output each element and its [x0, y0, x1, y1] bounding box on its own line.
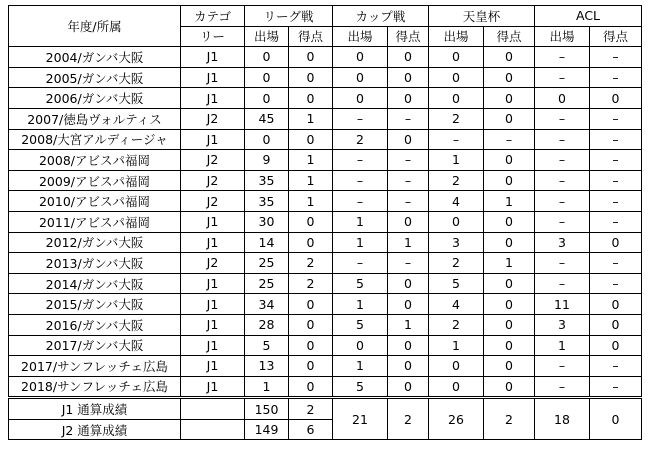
total-label-j2: J2 通算成績 — [9, 419, 181, 440]
header-league: リーグ戦 — [245, 6, 333, 27]
total-cup-apps: 21 — [333, 398, 388, 440]
acl-goals-cell: 0 — [590, 335, 642, 356]
team-cell: 2007/徳島ヴォルティス — [9, 108, 181, 129]
cup-goals-cell: 0 — [388, 273, 429, 294]
cup-goals-cell: – — [388, 108, 429, 129]
team-cell: 2017/ガンバ大阪 — [9, 335, 181, 356]
table-row — [9, 294, 642, 315]
acl-goals-cell: 0 — [590, 88, 642, 109]
cup-goals-cell: – — [388, 191, 429, 212]
league-apps-cell: 1 — [245, 376, 289, 398]
league-goals-cell: 0 — [289, 232, 333, 253]
header-cup: カップ戦 — [333, 6, 429, 27]
emperor-apps-cell: – — [429, 129, 484, 150]
cup-apps-cell: – — [333, 108, 388, 129]
acl-apps-cell: – — [535, 356, 590, 377]
emperor-goals-cell: 0 — [484, 314, 535, 335]
emperor-goals-cell: 0 — [484, 47, 535, 68]
team-cell: 2012/ガンバ大阪 — [9, 232, 181, 253]
total-acl-apps: 18 — [535, 398, 590, 440]
header-category-top: カテゴ — [181, 6, 245, 27]
table-header — [9, 6, 642, 47]
header-season-team: 年度/所属 — [9, 6, 181, 47]
header-cup-goals: 得点 — [388, 26, 429, 47]
total-category-empty — [181, 419, 245, 440]
table-row — [9, 356, 642, 377]
cup-apps-cell: 0 — [333, 67, 388, 88]
emperor-goals-cell: – — [484, 129, 535, 150]
league-apps-cell: 9 — [245, 150, 289, 171]
emperor-goals-cell: 0 — [484, 232, 535, 253]
total-label-j1: J1 通算成績 — [9, 398, 181, 420]
team-cell: 2006/ガンバ大阪 — [9, 88, 181, 109]
cup-apps-cell: 2 — [333, 129, 388, 150]
league-goals-cell: 1 — [289, 191, 333, 212]
acl-apps-cell: – — [535, 376, 590, 398]
category-cell: J2 — [181, 170, 245, 191]
cup-apps-cell: 0 — [333, 88, 388, 109]
category-cell: J1 — [181, 88, 245, 109]
table-row — [9, 47, 642, 68]
category-cell: J1 — [181, 211, 245, 232]
emperor-apps-cell: 0 — [429, 356, 484, 377]
emperor-apps-cell: 1 — [429, 150, 484, 171]
emperor-goals-cell: 0 — [484, 376, 535, 398]
total-j2-league-goals: 6 — [289, 419, 333, 440]
category-cell: J2 — [181, 150, 245, 171]
cup-apps-cell: 5 — [333, 273, 388, 294]
cup-goals-cell: – — [388, 253, 429, 274]
league-apps-cell: 28 — [245, 314, 289, 335]
league-goals-cell: 0 — [289, 314, 333, 335]
emperor-apps-cell: 0 — [429, 211, 484, 232]
cup-apps-cell: 5 — [333, 314, 388, 335]
header-emperor-goals: 得点 — [484, 26, 535, 47]
table-row — [9, 314, 642, 335]
total-j1-league-apps: 150 — [245, 398, 289, 420]
emperor-apps-cell: 2 — [429, 314, 484, 335]
table-row — [9, 88, 642, 109]
emperor-goals-cell: 0 — [484, 170, 535, 191]
table-row — [9, 335, 642, 356]
league-apps-cell: 0 — [245, 67, 289, 88]
team-cell: 2016/ガンバ大阪 — [9, 314, 181, 335]
header-acl: ACL — [535, 6, 642, 27]
league-goals-cell: 2 — [289, 273, 333, 294]
acl-goals-cell: – — [590, 376, 642, 398]
total-emperor-goals: 2 — [484, 398, 535, 440]
team-cell: 2011/アビスパ福岡 — [9, 211, 181, 232]
emperor-apps-cell: 0 — [429, 376, 484, 398]
league-goals-cell: 0 — [289, 376, 333, 398]
league-apps-cell: 34 — [245, 294, 289, 315]
category-cell: J1 — [181, 376, 245, 398]
category-cell: J1 — [181, 294, 245, 315]
acl-goals-cell: – — [590, 108, 642, 129]
header-emperor-cup: 天皇杯 — [429, 6, 535, 27]
cup-apps-cell: 1 — [333, 294, 388, 315]
cup-apps-cell: 1 — [333, 356, 388, 377]
table-row — [9, 273, 642, 294]
league-apps-cell: 14 — [245, 232, 289, 253]
cup-goals-cell: 0 — [388, 376, 429, 398]
emperor-goals-cell: 0 — [484, 294, 535, 315]
category-cell: J1 — [181, 67, 245, 88]
acl-goals-cell: – — [590, 191, 642, 212]
table-row — [9, 253, 642, 274]
emperor-apps-cell: 0 — [429, 88, 484, 109]
league-goals-cell: 0 — [289, 294, 333, 315]
team-cell: 2018/サンフレッチェ広島 — [9, 376, 181, 398]
acl-apps-cell: – — [535, 47, 590, 68]
acl-apps-cell: – — [535, 273, 590, 294]
acl-goals-cell: – — [590, 253, 642, 274]
emperor-goals-cell: 1 — [484, 191, 535, 212]
header-league-apps: 出場 — [245, 26, 289, 47]
category-cell: J1 — [181, 356, 245, 377]
category-cell: J1 — [181, 335, 245, 356]
cup-goals-cell: 0 — [388, 356, 429, 377]
acl-apps-cell: – — [535, 129, 590, 150]
acl-apps-cell: 0 — [535, 88, 590, 109]
table-row — [9, 150, 642, 171]
league-goals-cell: 0 — [289, 356, 333, 377]
cup-goals-cell: 0 — [388, 129, 429, 150]
total-j1-league-goals: 2 — [289, 398, 333, 420]
team-cell: 2005/ガンバ大阪 — [9, 67, 181, 88]
acl-goals-cell: – — [590, 150, 642, 171]
league-goals-cell: 0 — [289, 88, 333, 109]
team-cell: 2008/アビスパ福岡 — [9, 150, 181, 171]
cup-goals-cell: – — [388, 150, 429, 171]
cup-goals-cell: 0 — [388, 211, 429, 232]
table-row — [9, 232, 642, 253]
league-goals-cell: 1 — [289, 150, 333, 171]
league-apps-cell: 25 — [245, 253, 289, 274]
category-cell: J1 — [181, 314, 245, 335]
total-emperor-apps: 26 — [429, 398, 484, 440]
acl-apps-cell: – — [535, 170, 590, 191]
acl-goals-cell: – — [590, 129, 642, 150]
league-goals-cell: 0 — [289, 129, 333, 150]
acl-goals-cell: 0 — [590, 294, 642, 315]
cup-goals-cell: 1 — [388, 232, 429, 253]
career-stats-table — [8, 5, 642, 440]
header-category-bottom: リー — [181, 26, 245, 47]
table-row — [9, 67, 642, 88]
cup-apps-cell: 1 — [333, 232, 388, 253]
category-cell: J1 — [181, 273, 245, 294]
acl-apps-cell: 1 — [535, 335, 590, 356]
acl-apps-cell: – — [535, 253, 590, 274]
cup-apps-cell: 0 — [333, 335, 388, 356]
total-j2-league-apps: 149 — [245, 419, 289, 440]
category-cell: J2 — [181, 191, 245, 212]
emperor-goals-cell: 0 — [484, 356, 535, 377]
league-apps-cell: 0 — [245, 88, 289, 109]
emperor-apps-cell: 4 — [429, 294, 484, 315]
emperor-apps-cell: 3 — [429, 232, 484, 253]
cup-goals-cell: 1 — [388, 314, 429, 335]
total-row-j1 — [9, 398, 642, 420]
emperor-apps-cell: 5 — [429, 273, 484, 294]
category-cell: J1 — [181, 232, 245, 253]
emperor-goals-cell: 0 — [484, 273, 535, 294]
acl-apps-cell: 3 — [535, 314, 590, 335]
league-apps-cell: 45 — [245, 108, 289, 129]
team-cell: 2010/アビスパ福岡 — [9, 191, 181, 212]
league-goals-cell: 0 — [289, 211, 333, 232]
team-cell: 2008/大宮アルディージャ — [9, 129, 181, 150]
acl-apps-cell: – — [535, 150, 590, 171]
acl-goals-cell: – — [590, 356, 642, 377]
cup-goals-cell: 0 — [388, 294, 429, 315]
table-row — [9, 129, 642, 150]
total-acl-goals: 0 — [590, 398, 642, 440]
emperor-goals-cell: 0 — [484, 88, 535, 109]
acl-apps-cell: 11 — [535, 294, 590, 315]
emperor-apps-cell: 2 — [429, 108, 484, 129]
team-cell: 2017/サンフレッチェ広島 — [9, 356, 181, 377]
acl-apps-cell: 3 — [535, 232, 590, 253]
acl-apps-cell: – — [535, 211, 590, 232]
league-apps-cell: 30 — [245, 211, 289, 232]
league-apps-cell: 5 — [245, 335, 289, 356]
cup-apps-cell: – — [333, 170, 388, 191]
total-category-empty — [181, 398, 245, 420]
league-apps-cell: 35 — [245, 191, 289, 212]
league-goals-cell: 1 — [289, 170, 333, 191]
acl-goals-cell: 0 — [590, 314, 642, 335]
acl-apps-cell: – — [535, 191, 590, 212]
team-cell: 2009/アビスパ福岡 — [9, 170, 181, 191]
header-league-goals: 得点 — [289, 26, 333, 47]
cup-apps-cell: – — [333, 150, 388, 171]
emperor-apps-cell: 0 — [429, 67, 484, 88]
emperor-apps-cell: 1 — [429, 335, 484, 356]
total-cup-goals: 2 — [388, 398, 429, 440]
league-goals-cell: 2 — [289, 253, 333, 274]
league-goals-cell: 0 — [289, 47, 333, 68]
league-apps-cell: 35 — [245, 170, 289, 191]
emperor-apps-cell: 2 — [429, 170, 484, 191]
league-apps-cell: 25 — [245, 273, 289, 294]
category-cell: J2 — [181, 108, 245, 129]
acl-goals-cell: – — [590, 273, 642, 294]
cup-apps-cell: 1 — [333, 211, 388, 232]
acl-goals-cell: – — [590, 67, 642, 88]
table-row — [9, 211, 642, 232]
cup-apps-cell: 0 — [333, 47, 388, 68]
team-cell: 2013/ガンバ大阪 — [9, 253, 181, 274]
category-cell: J1 — [181, 129, 245, 150]
emperor-apps-cell: 2 — [429, 253, 484, 274]
header-cup-apps: 出場 — [333, 26, 388, 47]
cup-goals-cell: – — [388, 170, 429, 191]
league-goals-cell: 0 — [289, 67, 333, 88]
acl-goals-cell: – — [590, 170, 642, 191]
acl-apps-cell: – — [535, 108, 590, 129]
acl-goals-cell: 0 — [590, 232, 642, 253]
emperor-apps-cell: 0 — [429, 47, 484, 68]
league-apps-cell: 0 — [245, 47, 289, 68]
totals-section — [9, 398, 642, 440]
cup-goals-cell: 0 — [388, 67, 429, 88]
league-apps-cell: 0 — [245, 129, 289, 150]
emperor-goals-cell: 1 — [484, 253, 535, 274]
acl-goals-cell: – — [590, 47, 642, 68]
cup-apps-cell: – — [333, 191, 388, 212]
acl-goals-cell: – — [590, 211, 642, 232]
cup-apps-cell: 5 — [333, 376, 388, 398]
league-goals-cell: 1 — [289, 108, 333, 129]
emperor-apps-cell: 4 — [429, 191, 484, 212]
team-cell: 2014/ガンバ大阪 — [9, 273, 181, 294]
league-apps-cell: 13 — [245, 356, 289, 377]
emperor-goals-cell: 0 — [484, 150, 535, 171]
table-row — [9, 376, 642, 398]
cup-apps-cell: – — [333, 253, 388, 274]
emperor-goals-cell: 0 — [484, 211, 535, 232]
cup-goals-cell: 0 — [388, 47, 429, 68]
acl-apps-cell: – — [535, 67, 590, 88]
emperor-goals-cell: 0 — [484, 67, 535, 88]
season-rows — [9, 47, 642, 398]
header-acl-apps: 出場 — [535, 26, 590, 47]
emperor-goals-cell: 0 — [484, 108, 535, 129]
emperor-goals-cell: 0 — [484, 335, 535, 356]
header-emperor-apps: 出場 — [429, 26, 484, 47]
category-cell: J1 — [181, 47, 245, 68]
team-cell: 2015/ガンバ大阪 — [9, 294, 181, 315]
header-acl-goals: 得点 — [590, 26, 642, 47]
table-row — [9, 108, 642, 129]
category-cell: J2 — [181, 253, 245, 274]
cup-goals-cell: 0 — [388, 88, 429, 109]
table-row — [9, 191, 642, 212]
team-cell: 2004/ガンバ大阪 — [9, 47, 181, 68]
table-row — [9, 170, 642, 191]
cup-goals-cell: 0 — [388, 335, 429, 356]
league-goals-cell: 0 — [289, 335, 333, 356]
